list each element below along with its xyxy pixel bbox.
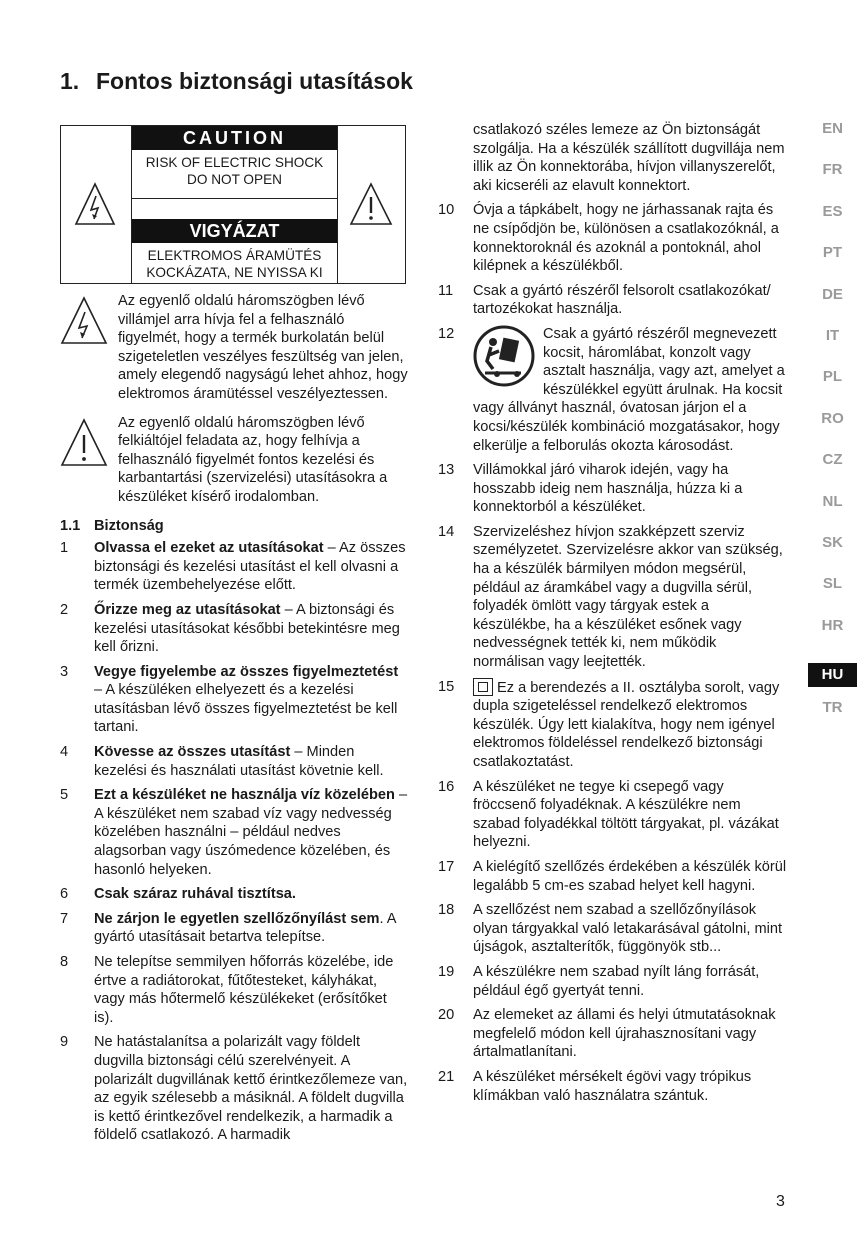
vigyazat-line-2: KOCKÁZATA, NE NYISSA KI: [146, 265, 323, 280]
item-number: 14: [438, 523, 455, 540]
item-text: – A készüléket nem szabad víz vagy nedvesség közelében használni – például nedves alagsorban vagy úszómedence közelében, és hasonló helyeken.: [94, 787, 408, 878]
item-text: Óvja a tápkábelt, hogy ne járhassanak rajta és ne csípődjön be, különösen a csatlakozóknál, a konnektoroknál és azoknál a pontoknál, ahol kilépnek a készülékből.: [473, 202, 779, 275]
left-column: [60, 292, 410, 1151]
right-items-list: [438, 201, 788, 1105]
item-bold-text: Csak száraz ruhával tisztítsa.: [94, 886, 296, 903]
item-number: 7: [60, 910, 69, 927]
item-text: Ne telepítse semmilyen hőforrás közelébe, ide értve a radiátorokat, fűtőtesteket, kályhákat, vagy más hőtermelő készülékeket (erősítőket is).: [94, 954, 394, 1026]
lang-tab-nl[interactable]: NL: [822, 492, 843, 510]
item-text: A szellőzést nem szabad a szellőzőnyílások olyan tárgyakkal való letakarásával gátolni, mint újságok, asztalterítők, függönyök stb...: [473, 902, 783, 956]
list-item: [438, 678, 788, 772]
item-text: A készüléket ne tegye ki csepegő vagy fröccsenő folyadéknak. A készülékre nem szabad folyadékkal töltött tárgyakat, pl. vázákat helyezni.: [473, 778, 779, 851]
caution-line-2: DO NOT OPEN: [187, 172, 282, 187]
caution-box: [60, 125, 406, 284]
lang-tab-cz[interactable]: CZ: [822, 451, 843, 469]
list-item: [438, 1068, 788, 1105]
item-number: 16: [438, 778, 455, 795]
lang-tab-sl[interactable]: SL: [822, 575, 843, 593]
item-number: 3: [60, 663, 69, 680]
list-item: [438, 325, 788, 455]
item-text: Az elemeket az állami és helyi útmutatásoknak megfelelő módon kell újrahasznosítani vagy ártalmatlanítani.: [473, 1007, 776, 1061]
list-item: [60, 910, 410, 947]
item-number: 19: [438, 963, 455, 980]
item-number: 5: [60, 787, 69, 804]
list-item: [438, 201, 788, 275]
lang-tab-hu[interactable]: HU: [808, 663, 857, 687]
caution-title: CAUTION: [132, 126, 337, 150]
item-number: 15: [438, 678, 455, 695]
list-item: [60, 953, 410, 1027]
item-text: Villámokkal járó viharok idején, vagy ha hosszabb ideig nem használja, húzza ki a konnektorból a készüléket.: [473, 462, 743, 516]
right-column: [438, 121, 788, 1111]
lang-tab-pl[interactable]: PL: [822, 368, 843, 386]
exclamation-warning-icon: [349, 181, 393, 227]
item-number: 20: [438, 1007, 455, 1024]
page-number: 3: [776, 1193, 785, 1210]
list-item: [60, 743, 410, 780]
subsection-title: Biztonság: [94, 517, 164, 534]
caution-text: [132, 150, 337, 188]
item-bold-text: Ne zárjon le egyetlen szellőzőnyílást sem: [94, 910, 380, 927]
item-number: 9: [60, 1034, 69, 1051]
lang-tab-hr[interactable]: HR: [821, 616, 844, 634]
continuation-body: csatlakozó széles lemeze az Ön biztonságát szolgálja. Ha a készülék szállított dugvillája nem illik az Ön konnektorába, hívjon villanyszerelőt, aki kicseréli az elavult konnektort.: [473, 122, 785, 194]
item-bold-text: Ezt a készüléket ne használja víz közelében: [94, 787, 395, 804]
list-item: [438, 963, 788, 1000]
lang-tab-tr[interactable]: TR: [822, 699, 843, 717]
lang-tab-it[interactable]: IT: [825, 326, 840, 344]
item-text: – A biztonsági és kezelési utasításokat későbbi betekintésre meg kell őrizni.: [94, 601, 400, 656]
caution-line-1: RISK OF ELECTRIC SHOCK: [145, 155, 324, 170]
item-number: 11: [438, 282, 454, 299]
list-item: [60, 539, 410, 595]
item-bold-text: Őrizze meg az utasításokat: [94, 601, 281, 618]
item-bold-text: Kövesse az összes utasítást: [94, 744, 291, 761]
lang-tab-en[interactable]: EN: [822, 120, 843, 137]
item-number: 18: [438, 902, 455, 919]
item-bold-text: Vegye figyelembe az összes figyelmeztetést: [94, 663, 399, 680]
item-text: – Az összes biztonsági és kezelési utasítást el kell olvasni a termék üzembehelyezése előtt.: [94, 540, 406, 594]
lang-tab-sk[interactable]: SK: [822, 533, 843, 551]
exclamation-triangle-icon: [60, 418, 108, 468]
lang-tab-fr[interactable]: FR: [822, 161, 843, 179]
item-text: A készüléket mérsékelt égövi vagy trópikus klímákban való használatra szántuk.: [473, 1068, 752, 1104]
subsection-number: 1.1: [60, 517, 81, 534]
list-item: [438, 461, 788, 517]
list-item: [438, 1006, 788, 1062]
list-item: [438, 523, 788, 672]
item-text: Csak a gyártó részéről felsorolt csatlakozókat/ tartozékokat használja.: [473, 282, 771, 318]
item-text: . A gyártó utasításait betartva telepítse.: [94, 910, 396, 946]
vigyazat-text: [132, 243, 337, 281]
exclamation-warning: [60, 414, 410, 507]
caution-divider: [132, 198, 337, 219]
lang-tab-pt[interactable]: PT: [822, 244, 843, 262]
lang-tab-ro[interactable]: RO: [821, 409, 844, 427]
left-items-list: [60, 539, 410, 1145]
lightning-warning: [60, 292, 410, 404]
item-text: A készülékre nem szabad nyílt láng forrását, például égő gyertyát tenni.: [473, 963, 760, 999]
item-number: 2: [60, 601, 69, 618]
exclamation-warning-text: Az egyenlő oldalú háromszögben lévő felkiáltójel feladata az, hogy felhívja a felhasználó figyelmét fontos kezelési és karbantartási (szervizelési) utasításokra a készüléket kísérő irodalomban.: [118, 414, 388, 505]
lightning-warning-text: Az egyenlő oldalú háromszögben lévő villámjel arra hívja fel a felhasználó figyelmét, hogy a termék burkolatán belül szigeteletlen veszélyes feszültség van jelen, amely elegendő nagyságú lehet ahhoz, hogy elektromos áramütéssel veszélyeztessen.: [118, 293, 408, 402]
list-item: [438, 901, 788, 957]
item-text: Ne hatástalanítsa a polarizált vagy földelt dugvilla biztonsági célú szerelvényeit. A polarizált dugvillának kettő érintkezőlemeze van, az egyik szélesebb a másiknál. A földelt dugvilla is kettő érintkezővel rendelkezik, a harmadik a földelő csatlakozó. A harmadik: [94, 1034, 408, 1144]
item-bold-text: Olvassa el ezeket az utasításokat: [94, 540, 324, 557]
item-text: – A készüléken elhelyezett és a kezelési utasításban lévő összes figyelmeztetést be kell tartani.: [94, 682, 398, 736]
list-item: [60, 601, 410, 657]
item-number: 12: [438, 325, 455, 342]
item-text: Szervizeléshez hívjon szakképzett szerviz személyzetet. Szervizelésre akkor van szükség, ha a készülék bármilyen módon megsérül, például az áramkábel vagy a dugvilla sérül, folyadék ömlött vagy tárgyak estek a készülékbe, ha a készüléket esőnek vagy nedvességnek tették ki, nem működik normálisan vagy leejtették.: [473, 523, 783, 671]
list-item: [438, 858, 788, 895]
item-number: 1: [60, 540, 69, 557]
lightning-warning-icon: [74, 181, 116, 227]
item-number: 6: [60, 886, 69, 903]
item-number: 21: [438, 1068, 455, 1085]
list-item: [60, 663, 410, 737]
item-text: Ez a berendezés a II. osztályba sorolt, vagy dupla szigeteléssel rendelkező elektromos készülék. Úgy lett kialakítva, hogy nem igényel elektromos földeléssel rendelkező biztonsági csatlakoztatást.: [473, 679, 780, 770]
item-number: 13: [438, 462, 455, 479]
item-text: – Minden kezelési és használati utasítást követnie kell.: [94, 744, 384, 779]
list-item: [60, 786, 410, 879]
lang-tab-es[interactable]: ES: [822, 202, 843, 220]
section-title-text: Fontos biztonsági utasítások: [96, 68, 413, 94]
lang-tab-de[interactable]: DE: [822, 285, 843, 303]
vigyazat-line-1: ELEKTROMOS ÁRAMÜTÉS: [147, 248, 322, 263]
section-title: [60, 68, 413, 95]
item-text: Csak a gyártó részéről megnevezett kocsit, háromlábat, konzolt vagy asztalt használja, vagy azt, amelyet a készülékkel együtt árulnak. Ha kocsit vagy állványt használ, óvatosan járjon el a kocsi/készülék kombináció mozgatásakor, hogy elkerülje a felborulás okozta károsodást.: [473, 325, 785, 454]
class-ii-icon: [473, 678, 493, 696]
caution-center-panel: [131, 126, 338, 283]
item-text: A kielégítő szellőzés érdekében a készülék körül legalább 5 cm-es szabad helyet kell hagyni.: [473, 858, 787, 894]
list-item: [60, 1033, 410, 1145]
list-item: [60, 885, 410, 904]
lightning-triangle-icon: [60, 296, 108, 346]
list-item: [438, 282, 788, 319]
section-number: 1.: [60, 68, 80, 94]
language-tabs: [808, 117, 857, 738]
item-number: 17: [438, 858, 455, 875]
item-number: 8: [60, 954, 69, 970]
item-number: 10: [438, 202, 455, 219]
subsection-heading: [60, 517, 410, 536]
cart-warning-icon: [473, 325, 535, 387]
item-number: 4: [60, 744, 69, 761]
vigyazat-title: VIGYÁZAT: [132, 219, 337, 243]
list-item: [438, 778, 788, 852]
continuation-text: [438, 121, 788, 195]
